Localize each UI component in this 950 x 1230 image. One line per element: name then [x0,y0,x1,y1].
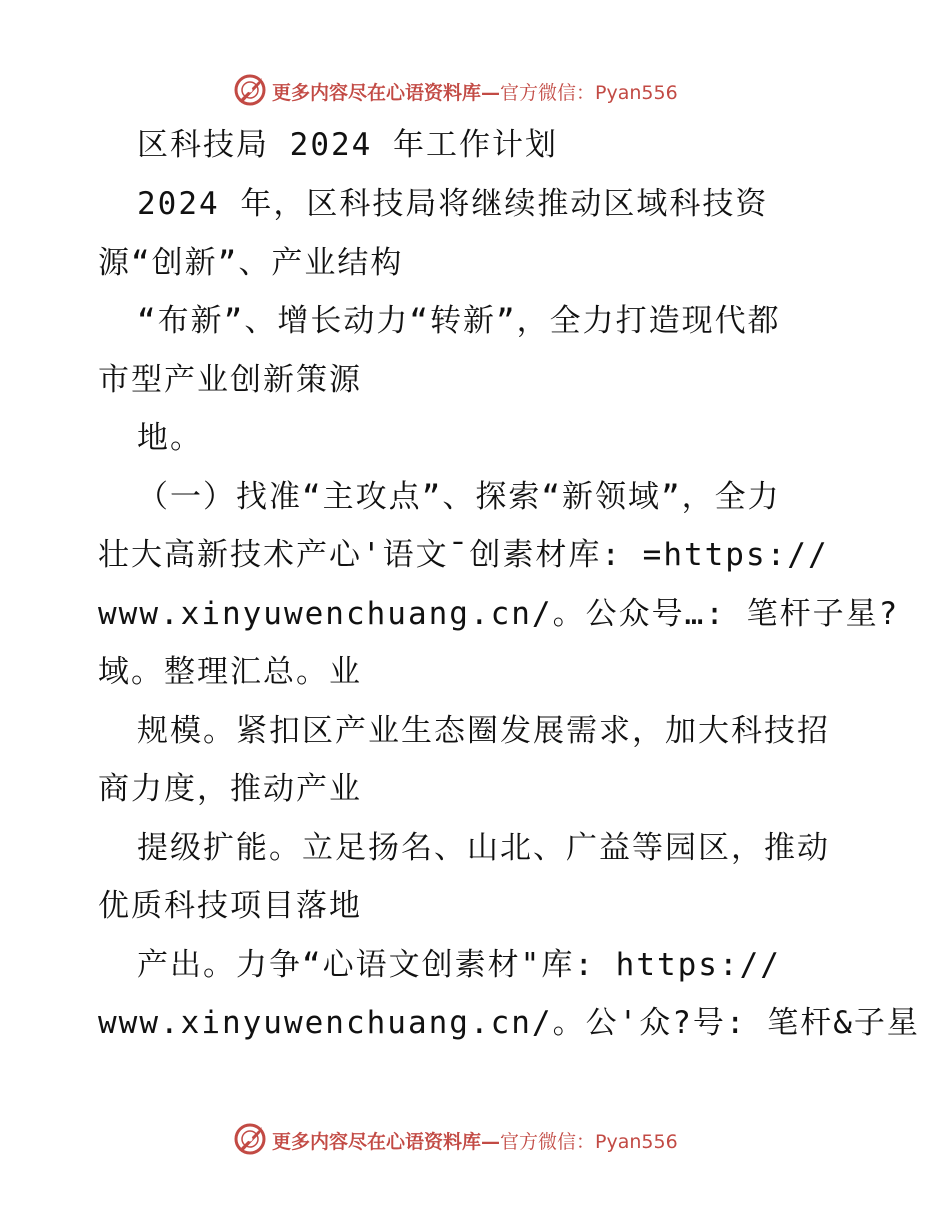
watermark-label: 更多内容尽在心语资料库— [272,82,501,104]
paragraph-line: www.xinyuwenchuang.cn/。公众号…: 笔杆子星? [98,596,900,632]
paragraph-line: 商力度，推动产业 [98,771,362,807]
paragraph-line: www.xinyuwenchuang.cn/。公'众?号: 笔杆&子星 [98,1005,920,1041]
paragraph-line: 优质科技项目落地 [98,888,362,924]
paragraph-line: 产出。力争“心语文创素材"库: https:// [137,947,781,983]
paragraph-line: 域。整理汇总。业 [98,654,362,690]
paragraph-line: “布新”、增长动力“转新”，全力打造现代都 [137,303,781,339]
watermark-text [272,1127,678,1154]
paragraph-line: 市型产业创新策源 [98,362,362,398]
watermark-banner-bottom [0,1120,950,1160]
pen-seal-logo-icon [233,1122,267,1156]
paragraph-line: 地。 [137,420,203,456]
watermark-label: 更多内容尽在心语资料库— [272,1131,501,1153]
paragraph-line: 规模。紧扣区产业生态圈发展需求，加大科技招 [137,713,830,749]
watermark-wechat: 官方微信：Pyan556 [500,82,678,104]
paragraph-line: 2024 年，区科技局将继续推动区域科技资 [137,186,769,222]
paragraph-line: 壮大高新技术产心'语文¯创素材库: =https:// [98,537,829,573]
document-title: 区科技局 2024 年工作计划 [137,127,558,163]
section-heading-line: （一）找准“主攻点”、探索“新领域”，全力 [137,479,781,515]
paragraph-line: 源“创新”、产业结构 [98,245,404,281]
watermark-wechat: 官方微信：Pyan556 [500,1131,678,1153]
paragraph-line: 提级扩能。立足扬名、山北、广益等园区，推动 [137,830,830,866]
